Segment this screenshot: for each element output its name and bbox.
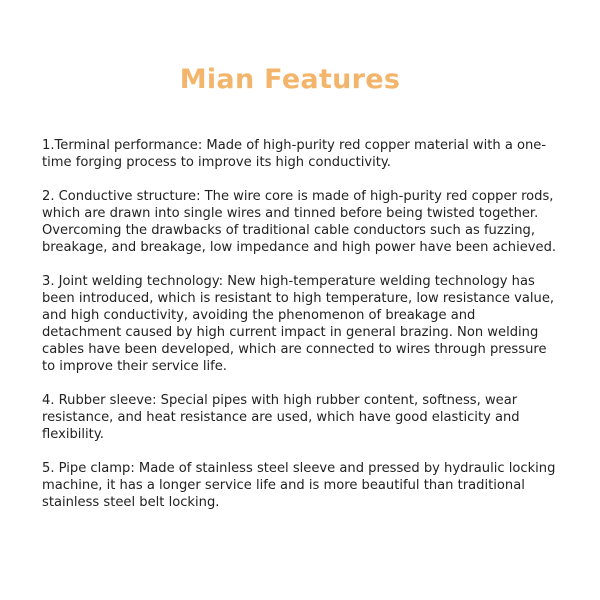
feature-terminal-performance: 1.Terminal performance: Made of high-purity red copper material with a one-time forging process to improve its high conductivity. [42,138,547,170]
feature-rubber-sleeve: 4. Rubber sleeve: Special pipes with high rubber content, softness, wear resistance, and heat resistance are used, which have good elasticity and flexibility. [42,393,520,442]
page-title: Mian Features [179,64,401,95]
feature-joint-welding: 3. Joint welding technology: New high-temperature welding technology has been introduced, which is resistant to high temperature, low resistance value, and high conductivity, avoiding the phenomenon of breakage and detachment caused by high current impact in general brazing. Non welding cables have been developed, which are connected to wires through pressure to improve their service life. [42,274,555,374]
features-list [42,137,558,528]
feature-conductive-structure: 2. Conductive structure: The wire core is made of high-purity red copper rods, which are drawn into single wires and tinned before being twisted together. Overcoming the drawbacks of traditional cable conductors such as fuzzing, breakage, and breakage, low impedance and high power have been achieved. [42,189,557,255]
feature-pipe-clamp: 5. Pipe clamp: Made of stainless steel sleeve and pressed by hydraulic locking machine, it has a longer service life and is more beautiful than traditional stainless steel belt locking. [42,461,556,510]
